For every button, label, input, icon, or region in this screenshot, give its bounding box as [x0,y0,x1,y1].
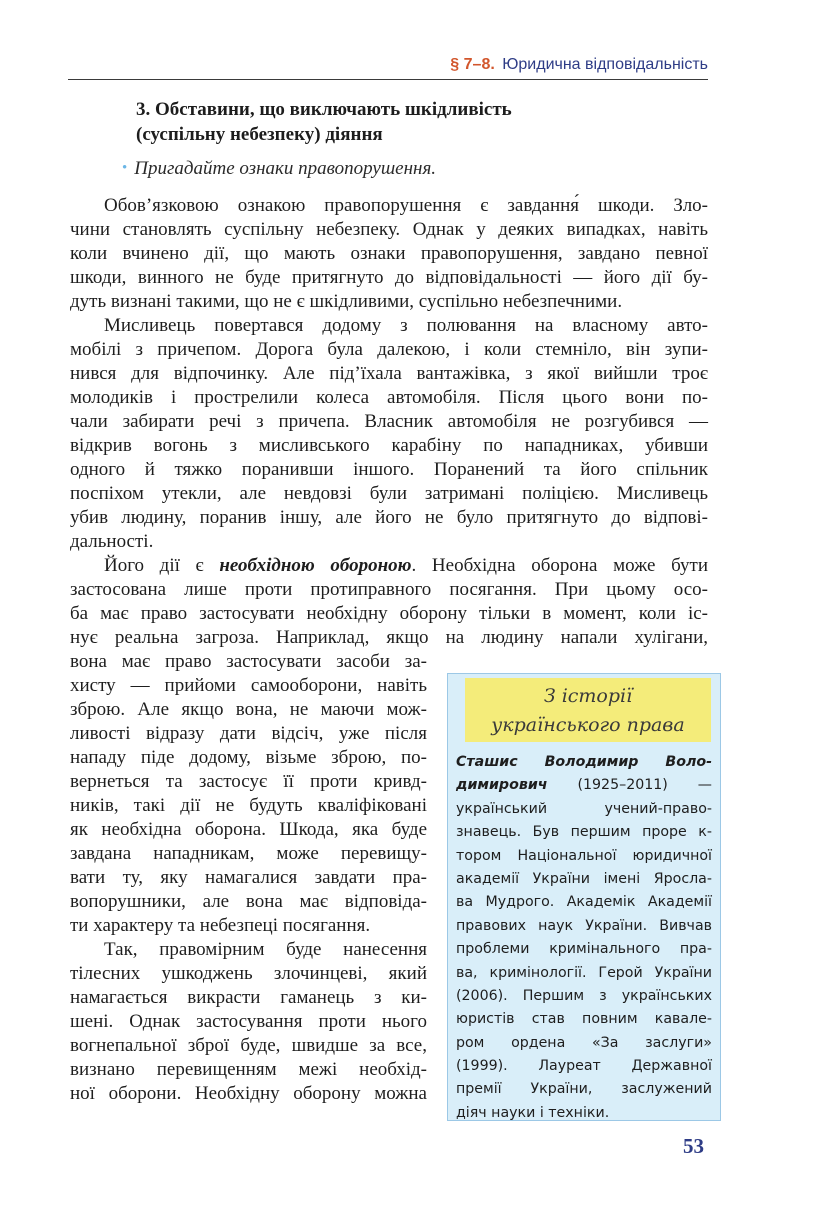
text-line: завдана нападникам, може перевищу- [70,843,427,864]
header-title [450,56,708,74]
text-run: . Необхідна оборона може бути [411,555,708,576]
recall-prompt [122,158,436,180]
text-line: намагається викрасти гаманець з ки- [70,987,427,1008]
text-line: убив людину, поранив іншу, але його не було притягнуто до відпові- [70,507,708,528]
person-name: димирович [456,777,548,794]
sidebar-title-line: З історії [543,685,633,707]
text-line: мобілі з причепом. Дорога була далекою, і коли стемніло, він зупи- [70,339,708,360]
sidebar-title-line: українського права [491,714,685,736]
text-line: ної оборони. Необхідну оборону можна [70,1083,427,1104]
text-line [70,554,708,578]
text-line: одного й тяжко поранивши іншого. Поранений та його спільник [70,459,708,480]
running-header [68,55,708,80]
text-line: нився для відпочинку. Але під’їхала вантажівка, з якої вийшли троє [70,363,708,384]
sidebar-line: академії України імені Яросла- [456,870,712,887]
text-line: Так, правомірним буде нанесення [104,939,427,960]
text-line: нападу піде додому, візьме зброю, по- [70,747,427,768]
life-years: (1925–2011) — [547,777,712,794]
key-term: необхідною обороною [219,555,412,576]
sidebar-line: ва, кримінології. Герой України [456,964,712,981]
text-line: нує реальна загроза. Наприклад, якщо на людину напали хулігани, [70,627,708,648]
sidebar-line: правових наук України. Вивчав [456,917,712,934]
text-line: застосована лише проти протиправного посягання. При цьому осо- [70,579,708,600]
text-line: вернеться та застосує її проти кривд- [70,771,427,792]
text-line: ників, такі дії не будуть кваліфіковані [70,795,427,816]
text-line: ба має право застосувати необхідну оборону тільки в момент, коли іс- [70,603,708,624]
text-line: молодиків і прострелили колеса автомобіля. Після цього вони по- [70,387,708,408]
history-sidebar [447,673,721,1121]
sidebar-line: (1999). Лауреат Державної [456,1058,712,1075]
text-line: дуть визнані такими, що не є шкідливими, суспільно небезпечними. [70,291,623,312]
text-line: чали забирати речі з причепа. Власник автомобіля не розгубився — [70,411,708,432]
paragraph-2 [70,314,708,554]
text-line: Мисливець повертався додому з полювання на власному авто- [104,315,708,336]
section-number: § 7–8. [450,56,495,73]
recall-text: Пригадайте ознаки правопорушення. [134,158,437,179]
sidebar-line: (2006). Першим з українських [456,987,712,1004]
sidebar-line: проблеми кримінального пра- [456,941,712,958]
text-line: коли вчинено дії, що мають ознаки правопорушення, завдано певної [70,243,708,264]
text-line: Обов’язковою ознакою правопорушення є завдання́ шкоди. Зло- [104,195,708,216]
text-line: ти характеру та небезпеці посягання. [70,915,371,936]
bullet-icon: • [122,160,128,176]
sidebar-line: український учений-право- [456,800,712,817]
person-name: Сташис Володимир Воло- [456,754,712,770]
sidebar-line: ром ордена «За заслуги» [456,1034,712,1051]
sidebar-biography [456,751,712,1125]
text-line: чини становлять суспільну небезпеку. Однак у деяких випадках, навіть [70,219,708,240]
text-line: тілесних ушкоджень злочинцеві, який [70,963,427,984]
text-run: Його дії є [104,555,220,576]
sidebar-line [456,774,712,797]
text-line: як необхідна оборона. Шкода, яка буде [70,819,427,840]
sidebar-line: тором Національної юридичної [456,847,712,864]
text-line: шені. Однак застосування проти нього [70,1011,427,1032]
text-line: дальності. [70,531,154,552]
text-line: відкрив вогонь з мисливського карабіну по нападниках, убивши [70,435,708,456]
sidebar-title [465,678,711,742]
text-line: шкоди, винного не буде притягнуто до відповідальності — його дії бу- [70,267,708,288]
heading-line: (суспільну небезпеку) діяння [136,124,383,145]
paragraph-1 [70,194,708,314]
text-line: поспіхом утекли, але невдовзі були затримані поліцією. Мисливець [70,483,708,504]
text-line: ливості відразу дати відсіч, уже після [70,723,427,744]
text-line: вогнепальної зброї буде, швидше за все, [70,1035,427,1056]
text-line: вопорушники, але вона має відповіда- [70,891,427,912]
sidebar-line: знавець. Був першим проре к- [456,824,712,841]
section-heading [136,97,512,147]
sidebar-line: ва Мудрого. Академік Академії [456,894,712,911]
text-line: зброю. Але якщо вона, не маючи мож- [70,699,427,720]
page-number: 53 [683,1134,704,1158]
sidebar-line: премії України, заслужений [456,1081,712,1098]
sidebar-line: діяч науки і техніки. [456,1104,610,1121]
heading-line: 3. Обставини, що виключають шкідливість [136,99,512,120]
text-line: вати ту, яку намагалися завдати пра- [70,867,427,888]
sidebar-line: юристів став повним кавале- [456,1011,712,1028]
text-line: вона має право застосувати засоби за- [70,651,427,672]
text-line: хисту — прийоми самооборони, навіть [70,675,427,696]
chapter-title: Юридична відповідальність [502,56,708,73]
text-line: визнано перевищенням межі необхід- [70,1059,427,1080]
